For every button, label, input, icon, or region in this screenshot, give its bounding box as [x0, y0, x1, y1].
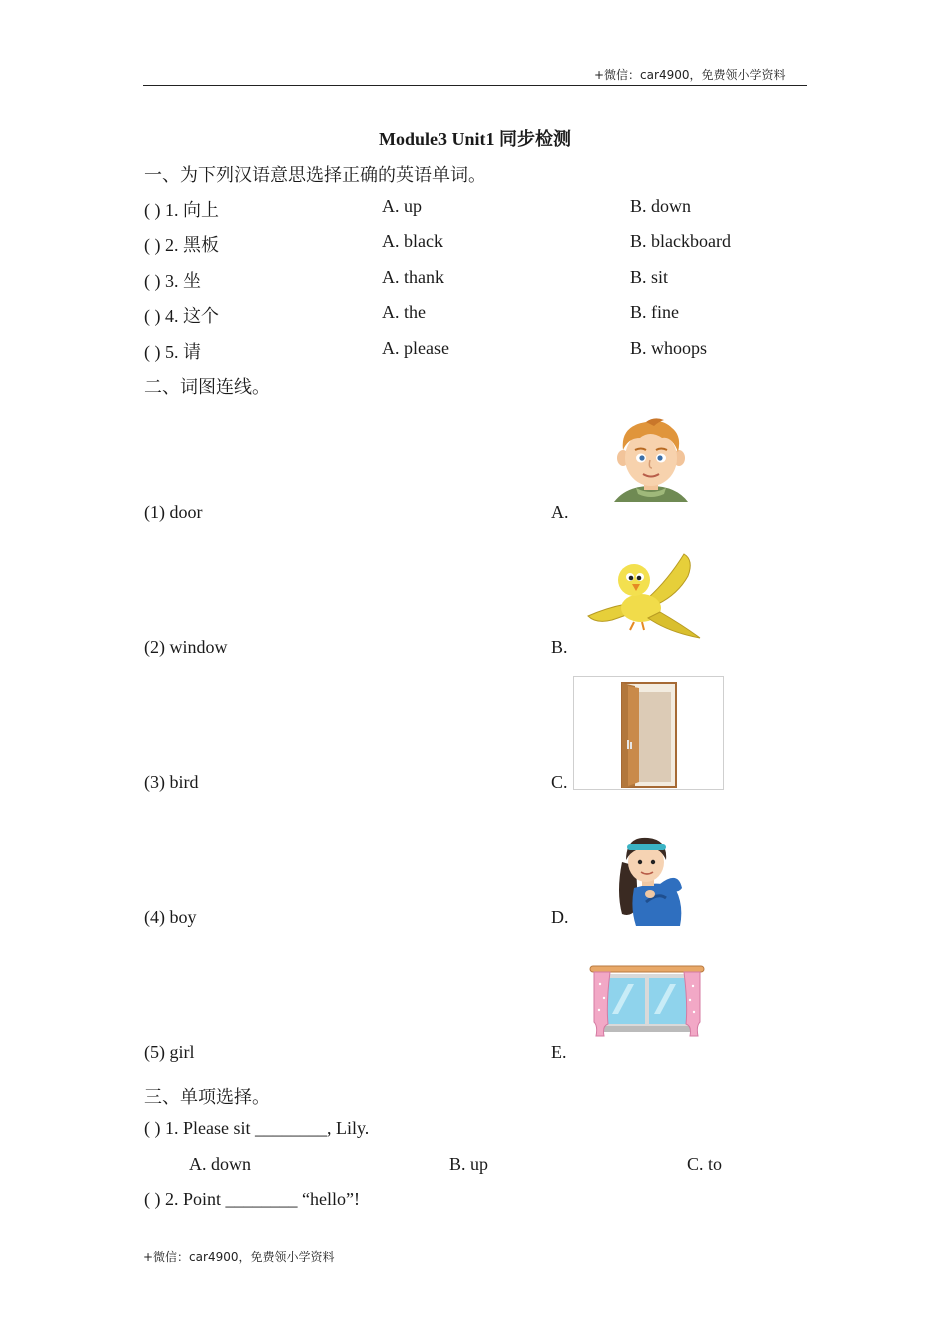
option-a: A. thank	[382, 267, 444, 287]
option-a: A. black	[382, 231, 443, 251]
option-b: B. up	[449, 1154, 489, 1174]
section3-heading: 三、单项选择。	[144, 1087, 270, 1107]
question-text: ( ) 2. Point ________ “hello”!	[144, 1189, 360, 1209]
match-word: (5) girl	[144, 1042, 195, 1062]
option-b: B. blackboard	[630, 231, 731, 251]
match-letter: B.	[551, 637, 568, 657]
option-a: A. down	[189, 1154, 251, 1174]
match-letter: C.	[551, 772, 568, 792]
question-text: ( ) 1. Please sit ________, Lily.	[144, 1118, 370, 1138]
door-icon	[573, 676, 724, 790]
match-word: (2) window	[144, 637, 228, 657]
window-icon	[588, 964, 706, 1038]
option-c: C. to	[687, 1154, 723, 1174]
page-title: Module3 Unit1 同步检测	[378, 129, 571, 149]
match-word: (1) door	[144, 502, 203, 522]
section2-heading: 二、词图连线。	[144, 377, 270, 397]
option-b: B. down	[630, 196, 692, 216]
option-b: B. whoops	[630, 338, 708, 358]
option-a: A. up	[382, 196, 422, 216]
girl-icon	[606, 832, 690, 927]
option-a: A. the	[382, 302, 426, 322]
question-text: ( ) 2. 黑板	[144, 235, 219, 255]
match-word: (3) bird	[144, 772, 199, 792]
bird-icon	[586, 550, 706, 642]
boy-face-icon	[606, 414, 696, 506]
question-text: ( ) 4. 这个	[144, 306, 219, 326]
option-b: B. sit	[630, 267, 669, 287]
match-letter: A.	[551, 502, 569, 522]
question-text: ( ) 3. 坐	[144, 271, 201, 291]
option-a: A. please	[382, 338, 449, 358]
option-b: B. fine	[630, 302, 679, 322]
section1-heading: 一、为下列汉语意思选择正确的英语单词。	[144, 165, 486, 185]
question-text: ( ) 1. 向上	[144, 200, 219, 220]
match-word: (4) boy	[144, 907, 197, 927]
header-watermark: +微信：car4900，免费领小学资料	[594, 68, 786, 82]
match-letter: D.	[551, 907, 569, 927]
footer-watermark: +微信：car4900，免费领小学资料	[143, 1250, 335, 1264]
question-text: ( ) 5. 请	[144, 342, 201, 362]
match-letter: E.	[551, 1042, 567, 1062]
header-rule	[143, 85, 807, 86]
